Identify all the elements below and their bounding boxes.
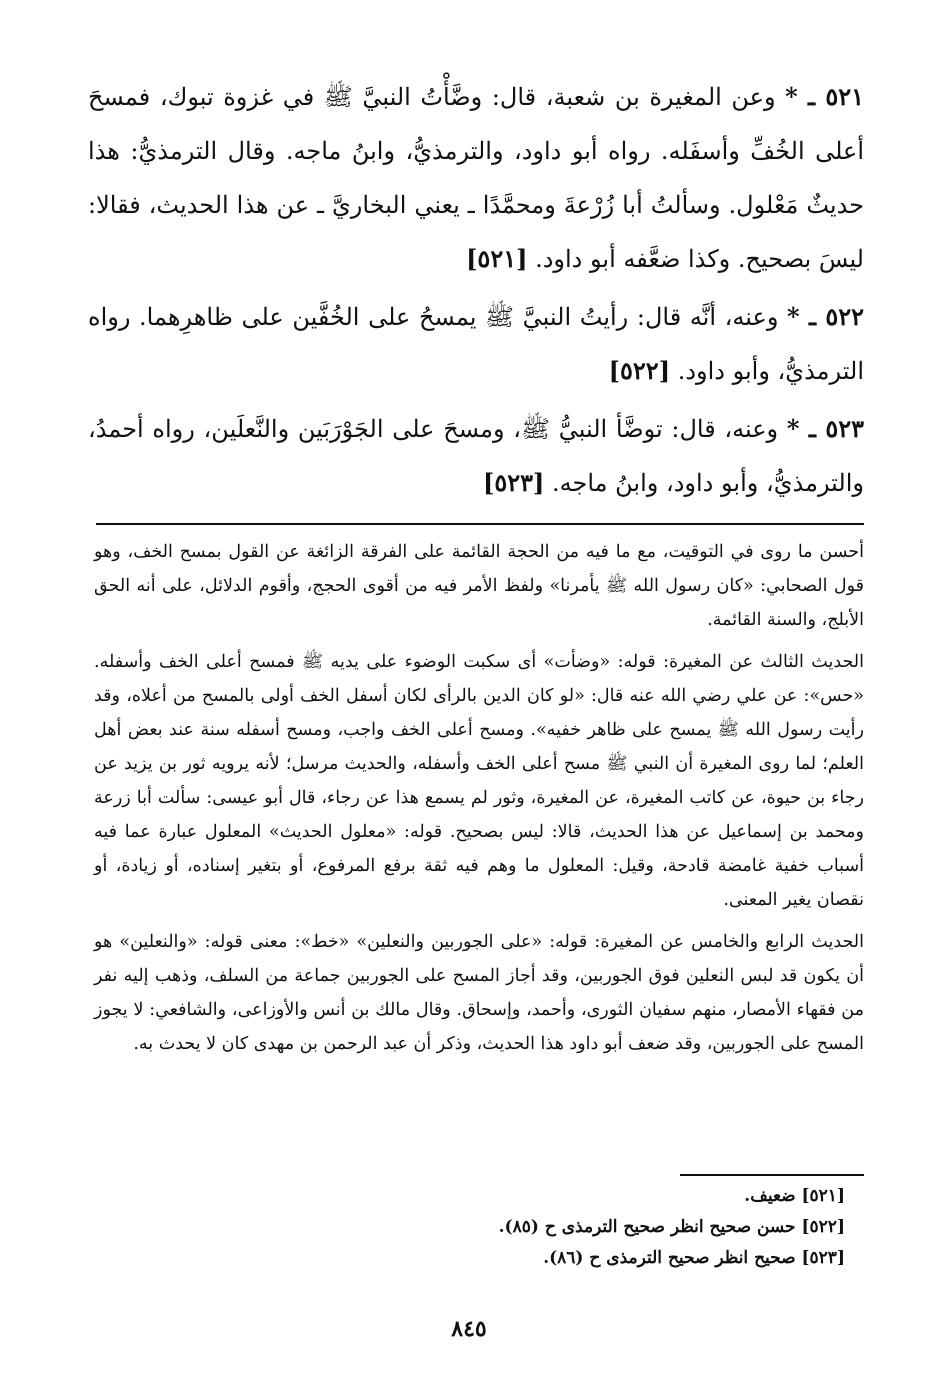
hadith-521 [88,70,864,286]
hadith-523 [88,402,864,510]
hadith-ref: [٥٢١] [466,244,528,273]
page-number: ٨٤٥ [451,1316,487,1342]
grading-references [300,1181,845,1274]
hadith-text: وعن المغيرة بن شعبة، قال: وضَّأْتُ النبيَّ ﷺ في غزوة تبوك، فمسحَ أعلى الخُفِّ وأسفَله. رواه أبو داود، والترمذيُّ، وابنُ ماجه. وقال الترمذيُّ: هذا حديثٌ مَعْلول. وسألتُ أبا زُرْعةَ ومحمَّدًا ـ يعني البخاريَّ ـ عن هذا الحديث، فقالا: ليسَ بصحيح. وكذا ضعَّفه أبو داود. [88,83,864,273]
footnote-divider [680,1174,864,1176]
reference-item: [٥٢٢] حسن صحيح انظر صحيح الترمذى ح (٨٥). [498,1217,845,1237]
reference-item: [٥٢١] ضعيف. [744,1186,845,1206]
reference-item: [٥٢٣] صحيح انظر صحيح الترمذى ح (٨٦). [543,1248,845,1268]
hadith-ref: [٥٢٣] [482,468,545,497]
note-paragraph: الحديث الثالث عن المغيرة: قوله: «وضأت» أى سكبت الوضوء على يديه ﷺ فمسح أعلى الخف وأسفله. «حس»: عن علي رضي الله عنه قال: «لو كان الدين بالرأى لكان أسفل الخف أولى بالمسح من أعلاه، وقد رأيت رسول الله ﷺ يمسح على ظاهر خفيه». ومسح أعلى الخف واجب، ومسح أسفله سنة عند بعض أهل العلم؛ لما روى المغيرة أن النبي ﷺ مسح أعلى الخف وأسفله، والحديث مرسل؛ لأنه يرويه ثور بن يزيد عن رجاء بن حيوة، عن كاتب المغيرة، عن المغيرة، وثور لم يسمع هذا عن رجاء، قال أبو عيسى: سألت أبا زرعة ومحمد بن إسماعيل عن هذا الحديث، قالا: ليس بصحيح. قوله: «معلول الحديث» المعلول عبارة عما فيه أسباب خفية غامضة قادحة، وقيل: المعلول ما وهم فيه ثقة برفع المرفوع، أو بتغير إسناده، أو زيادة، أو نقصان يغير المعنى. [94,652,864,910]
hadith-text: وعنه، قال: توضَّأ النبيُّ ﷺ، ومسحَ على الجَوْرَبَين والنَّعلَين، رواه أحمدُ، والترمذيُّ، وأبو داود، وابنُ ماجه. [88,415,864,497]
note-paragraph: الحديث الرابع والخامس عن المغيرة: قوله: «على الجوربين والنعلين» «خط»: معنى قوله: «والنعلين» هو أن يكون قد لبس النعلين فوق الجوربين، وقد أجاز المسح على الجوربين جماعة من السلف، وذهب إليه نفر من فقهاء الأمصار، منهم سفيان الثورى، وأحمد، وإسحاق. وقال مالك بن أنس والأوزاعى، والشافعي: لا يجوز المسح على الجوربين، وقد ضعف أبو داود هذا الحديث، وذكر أن عبد الرحمن بن مهدى كان لا يحدث به. [94,932,864,1054]
hadith-number: ٥٢١ ـ * [785,82,864,111]
hadith-text: وعنه، أنَّه قال: رأيتُ النبيَّ ﷺ يمسحُ على الخُفَّين على ظاهرِهما. رواه الترمذيُّ، وأبو داود. [88,303,864,385]
hadith-number: ٥٢٢ ـ * [787,302,864,331]
hadith-section [88,70,864,514]
commentary-notes [94,535,864,1069]
hadith-522 [88,290,864,398]
note-paragraph: أحسن ما روى في التوقيت، مع ما فيه من الحجة القائمة على الفرقة الزائغة عن القول بمسح الخف، وهو قول الصحابي: «كان رسول الله ﷺ يأمرنا» ولفظ الأمر فيه من أقوى الحجج، وأقوم الدلائل، على أنه الحق الأبلج، والسنة القائمة. [94,542,864,630]
hadith-number: ٥٢٣ ـ * [786,414,864,443]
section-divider [96,523,864,525]
hadith-ref: [٥٢٢] [608,356,671,385]
